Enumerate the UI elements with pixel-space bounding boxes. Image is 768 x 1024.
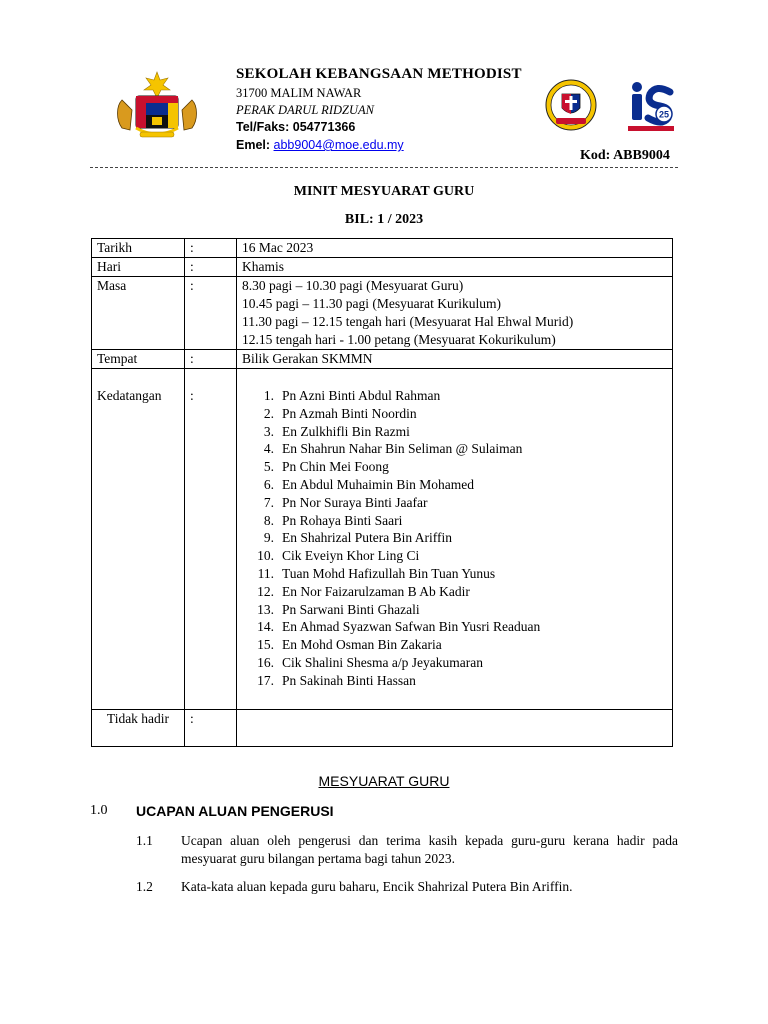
colon: : [185,277,237,350]
attendance-list-cell [237,369,673,710]
list-item [242,636,667,654]
table-row [92,350,673,369]
section-number: 1.0 [90,803,108,818]
list-number: 10. [257,548,274,564]
kod-label: Kod: ABB9004 [580,148,670,163]
list-number: 2. [263,405,274,421]
list-number: 13. [257,601,274,617]
item-text: Ucapan aluan oleh pengerusi dan terima kasih kepada guru-guru kerana hadir pada mesyuarat guru bilangan pertama bagi tahun 2023. [181,833,678,866]
table-row [92,239,673,258]
attendee-name: Pn Azmah Binti Noordin [282,405,417,421]
attendee-name: En Nor Faizarulzaman B Ab Kadir [282,583,470,599]
table-row [92,258,673,277]
list-item [242,565,667,583]
badge-number: 25 [658,109,670,120]
hari-label: Hari [92,258,185,277]
list-number: 15. [257,637,274,653]
item-number: 1.1 [136,833,153,848]
list-item [242,458,667,476]
list-number: 8. [263,512,274,528]
attendee-name: Pn Sakinah Binti Hassan [282,672,416,688]
kedatangan-label: Kedatangan [92,369,185,710]
list-item [242,512,667,530]
colon: : [185,258,237,277]
list-item [242,583,667,601]
list-number: 11. [257,565,274,581]
list-number: 17. [257,672,274,688]
table-row [92,277,673,350]
address-line-1: 31700 MALIM NAWAR [236,86,362,100]
meeting-info-table [91,238,673,747]
list-item [242,601,667,619]
tidak-hadir-value [237,710,673,747]
list-item [242,387,667,405]
colon: : [185,350,237,369]
list-item [242,476,667,494]
masa-line: 11.30 pagi – 12.15 tengah hari (Mesyuarat Hal Ehwal Murid) [242,314,574,329]
masa-label: Masa [92,277,185,350]
list-number: 4. [263,441,274,457]
school-crest-icon [544,78,598,132]
list-number: 1. [263,388,274,403]
list-item [242,405,667,423]
list-number: 5. [263,459,274,475]
list-item [242,618,667,636]
list-item [242,440,667,458]
tempat-label: Tempat [92,350,185,369]
address-line-2: PERAK DARUL RIDZUAN [236,103,374,117]
list-number: 14. [257,619,274,635]
hari-value: Khamis [237,258,673,277]
document-number: BIL: 1 / 2023 [344,212,424,227]
list-number: 7. [263,494,274,510]
attendee-name: En Shahrun Nahar Bin Seliman @ Sulaiman [282,441,523,457]
email-label: Emel: [236,138,271,152]
attendee-name: Cik Shalini Shesma a/p Jeyakumaran [282,654,483,670]
attendee-name: Pn Azni Binti Abdul Rahman [282,388,441,403]
attendee-name: En Shahrizal Putera Bin Ariffin [282,530,452,546]
colon: : [185,369,237,710]
school-name: SEKOLAH KEBANGSAAN METHODIST [236,66,522,82]
list-item [242,423,667,441]
document-title: MINIT MESYUARAT GURU [293,184,475,199]
tempat-value: Bilik Gerakan SKMMN [237,350,673,369]
header-divider [90,167,678,168]
item-text: Kata-kata aluan kepada guru baharu, Encik Shahrizal Putera Bin Ariffin. [181,879,573,894]
ministry-education-logo-icon [626,78,676,134]
tel-label: Tel/Faks: [236,120,290,134]
attendee-name: En Abdul Muhaimin Bin Mohamed [282,476,474,492]
tarikh-value: 16 Mac 2023 [237,239,673,258]
attendee-name: Pn Nor Suraya Binti Jaafar [282,494,428,510]
item-number: 1.2 [136,879,153,894]
list-item [242,529,667,547]
list-number: 3. [263,423,274,439]
attendee-name: Pn Rohaya Binti Saari [282,512,403,528]
masa-values [237,277,673,350]
section-heading: MESYUARAT GURU [318,773,450,789]
tel-line [236,120,355,134]
table-row [92,369,673,710]
attendance-list [242,387,667,690]
tarikh-label: Tarikh [92,239,185,258]
masa-line: 10.45 pagi – 11.30 pagi (Mesyuarat Kurikulum) [242,296,501,311]
list-item [242,494,667,512]
tel-value: 054771366 [292,120,356,134]
section-title: UCAPAN ALUAN PENGERUSI [136,803,334,819]
attendee-name: En Zulkhifli Bin Razmi [282,423,410,439]
list-number: 16. [257,654,274,670]
attendee-name: En Ahmad Syazwan Safwan Bin Yusri Readuan [282,619,541,635]
colon: : [185,710,237,747]
malaysia-coat-of-arms-icon [112,70,202,142]
masa-line: 8.30 pagi – 10.30 pagi (Mesyuarat Guru) [242,278,464,293]
attendee-name: Cik Eveiyn Khor Ling Ci [282,548,420,564]
attendee-name: Tuan Mohd Hafizullah Bin Tuan Yunus [282,565,496,581]
masa-line: 12.15 tengah hari - 1.00 petang (Mesyuarat Kokurikulum) [242,332,556,347]
list-item [242,547,667,565]
email-line [236,138,404,152]
attendee-name: Pn Sarwani Binti Ghazali [282,601,420,617]
list-number: 9. [263,530,274,546]
attendee-name: Pn Chin Mei Foong [282,459,389,475]
attendee-name: En Mohd Osman Bin Zakaria [282,637,442,653]
email-link[interactable]: abb9004@moe.edu.my [273,138,404,152]
colon: : [185,239,237,258]
list-item [242,672,667,690]
tidak-hadir-label: Tidak hadir [92,710,185,747]
list-number: 12. [257,583,274,599]
list-item [242,654,667,672]
table-row [92,710,673,747]
list-number: 6. [263,476,274,492]
